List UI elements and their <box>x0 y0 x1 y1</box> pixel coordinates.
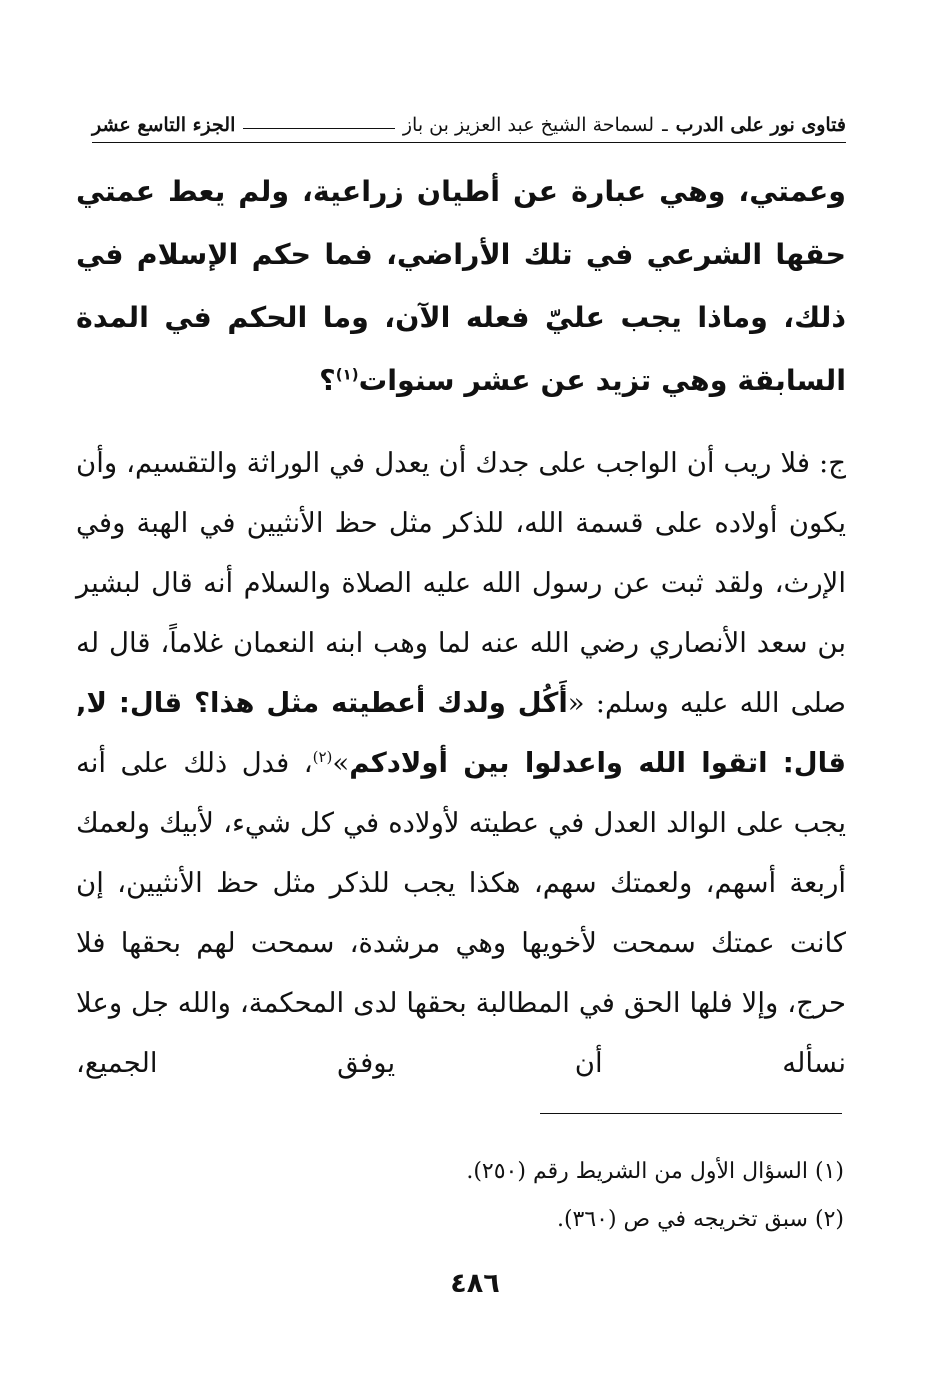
book-title: فتاوى نور على الدرب <box>675 114 846 136</box>
footnote-1: (١) السؤال الأول من الشريط رقم (٢٥٠). <box>466 1159 844 1184</box>
footnotes <box>76 1148 844 1244</box>
footnote-separator <box>540 1113 842 1114</box>
header-rule <box>243 128 395 129</box>
hadith-close-quote: » <box>332 747 350 779</box>
answer-text-part1: ج: فلا ريب أن الواجب على جدك أن يعدل في الوراثة والتقسيم، وأن يكون أولاده على قسمة الله، للذكر مثل حظ الأنثيين في الهبة وفي الإرث، ولقد ثبت عن رسول الله عليه الصلاة والسلام أنه قال لبشير بن سعد الأنصاري رضي الله عنه لما وهب ابنه النعمان غلاماً، قال له صلى الله عليه وسلم: « <box>76 447 846 719</box>
footnote-ref-2: (٢) <box>312 747 333 766</box>
footnote-2: (٢) سبق تخريجه في ص (٣٦٠). <box>556 1207 844 1232</box>
question-paragraph <box>76 160 846 412</box>
page-number: ٤٨٦ <box>450 1268 500 1299</box>
question-text: وعمتي، وهي عبارة عن أطيان زراعية، ولم يعط عمتي حقها الشرعي في تلك الأراضي، فما حكم الإسلام في ذلك، وماذا يجب عليّ فعله الآن، وما الحكم في المدة السابقة وهي تزيد عن عشر سنوات <box>76 175 846 397</box>
header-separator: ـ <box>662 114 668 136</box>
volume-label: الجزء التاسع عشر <box>92 114 236 136</box>
question-mark: ؟ <box>319 364 336 397</box>
author-line: لسماحة الشيخ عبد العزيز بن باز <box>402 114 655 136</box>
hadith-quote: أَكُل ولدك أعطيته مثل هذا؟ قال: لا, قال: اتقوا الله واعدلوا بين أولادكم <box>76 687 846 779</box>
answer-text-part2: ، فدل ذلك على أنه يجب على الوالد العدل في عطيته لأولاده في كل شيء، لأبيك ولعمك أربعة أسهم، ولعمتك سهم، هكذا يجب للذكر مثل حظ الأنثيين، إن كانت عمتك سمحت لأخويها وهي مرشدة، سمحت لهم بحقها فلا حرج، وإلا فلها الحق في المطالبة بحقها لدى المحكمة، والله جل وعلا نسأله أن يوفق الجميع، <box>76 747 846 1079</box>
answer-paragraph <box>76 433 846 1093</box>
running-header <box>92 108 846 143</box>
footnote-ref-1: (١) <box>335 365 359 384</box>
